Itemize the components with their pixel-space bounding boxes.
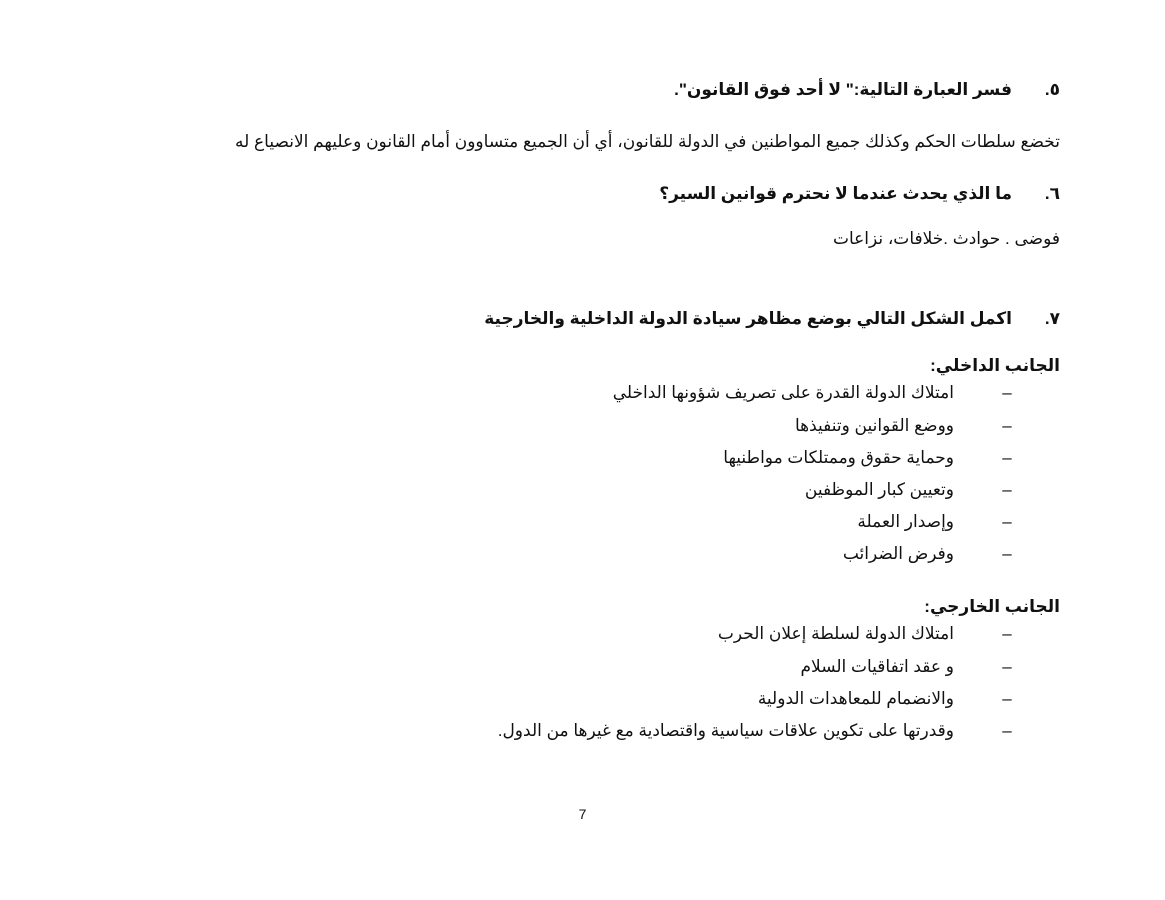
internal-item [857,511,1060,533]
internal-item [723,447,1060,469]
question-6-number: ٦. [1044,184,1060,203]
external-aspect-heading: الجانب الخارجي: [924,597,1060,616]
question-7-text: اكمل الشكل التالي بوضع مظاهر سيادة الدولة الداخلية والخارجية [484,309,1012,328]
dash-bullet: – [1002,624,1012,643]
answer-6: فوضى . حوادث .خلافات، نزاعات [832,229,1060,248]
internal-item-text: وحماية حقوق وممتلكات مواطنيها [723,448,954,467]
dash-bullet: – [1002,448,1012,467]
internal-item-text: وإصدار العملة [857,512,954,531]
answer-5: تخضع سلطات الحكم وكذلك جميع المواطنين في الدولة للقانون، أي أن الجميع متساوون أمام القانون وعليهم الانصياع له [235,132,1060,151]
internal-item [795,415,1060,437]
external-item [498,720,1060,742]
question-6 [659,183,1060,205]
internal-item [805,479,1060,501]
question-7-number: ٧. [1044,309,1060,328]
question-7 [484,308,1060,330]
external-item-text: والانضمام للمعاهدات الدولية [757,689,954,708]
dash-bullet: – [1002,480,1012,499]
internal-item [613,382,1060,404]
page-number: 7 [578,806,587,822]
question-5 [674,79,1060,101]
internal-item-text: ووضع القوانين وتنفيذها [794,416,954,435]
dash-bullet: – [1002,721,1012,740]
dash-bullet: – [1002,383,1012,402]
dash-bullet: – [1002,689,1012,708]
internal-aspect-heading: الجانب الداخلي: [930,356,1060,375]
external-item-text: وقدرتها على تكوين علاقات سياسية واقتصادية مع غيرها من الدول. [497,721,954,740]
question-5-text: فسر العبارة التالية:" لا أحد فوق القانون". [674,80,1012,99]
external-item-text: امتلاك الدولة لسلطة إعلان الحرب [717,624,954,643]
external-item-text: و عقد اتفاقيات السلام [800,657,954,676]
internal-item-text: وتعيين كبار الموظفين [804,480,954,499]
dash-bullet: – [1002,657,1012,676]
dash-bullet: – [1002,416,1012,435]
external-item [758,688,1060,710]
external-item [718,623,1060,645]
internal-item-text: امتلاك الدولة القدرة على تصريف شؤونها الداخلي [612,383,954,402]
dash-bullet: – [1002,512,1012,531]
internal-item-text: وفرض الضرائب [842,544,954,563]
question-5-number: ٥. [1044,80,1060,99]
dash-bullet: – [1002,544,1012,563]
external-item [801,656,1060,678]
question-6-text: ما الذي يحدث عندما لا نحترم قوانين السير؟ [659,184,1012,203]
internal-item [843,543,1060,565]
